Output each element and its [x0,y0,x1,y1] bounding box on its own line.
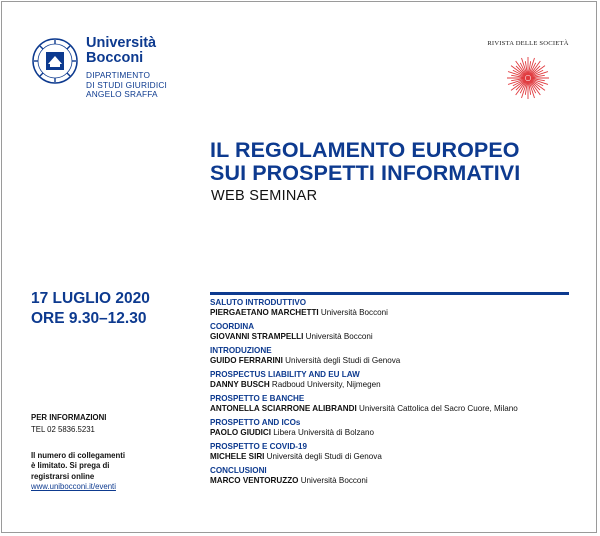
program-heading: PROSPETTO E BANCHE [210,394,305,403]
speaker-name: GIOVANNI STRAMPELLI [210,332,304,341]
registration-note-line: Il numero di collegamenti [31,451,126,460]
registration-note-line: registrarsi online [31,471,95,481]
program-speaker-line [210,404,580,415]
program-heading: PROSPECTUS LIABILITY AND EU LAW [210,370,360,379]
program-heading: INTRODUZIONE [210,346,272,355]
university-name [86,36,156,66]
department-name [86,71,167,100]
event-date-time [31,289,150,329]
program-heading: PROSPETTO AND ICOs [210,418,301,427]
department-line: DI STUDI GIURIDICI [86,79,168,90]
program-item [210,322,580,343]
program-item [210,442,580,463]
speaker-name: PAOLO GIUDICI [210,428,272,437]
program-heading: PROSPETTO E COVID-19 [210,442,307,451]
section-divider [210,292,569,295]
program-heading: COORDINA [210,322,255,331]
registration-note-line: è limitato. Si prega di [31,461,110,471]
event-subtitle: WEB SEMINAR [211,188,318,204]
university-name-line2: Bocconi [86,50,144,66]
event-title-line2: SUI PROSPETTI INFORMATIVI [210,161,521,185]
sunburst-logo-icon [506,56,550,100]
speaker-affiliation: Università Bocconi [300,476,368,485]
speaker-name: MARCO VENTORUZZO [210,476,299,485]
events-link[interactable]: www.unibocconi.it/eventi [31,482,116,491]
speaker-name: PIERGAETANO MARCHETTI [210,308,319,317]
event-date: 17 LUGLIO 2020 [31,290,150,307]
program-speaker-line [210,308,580,319]
event-time: ORE 9.30–12.30 [31,310,147,327]
registration-note [31,451,125,482]
speaker-affiliation: Università Bocconi [320,308,388,317]
department-line: DIPARTIMENTO [86,70,151,80]
university-name-line1: Università [86,35,157,51]
speaker-name: DANNY BUSCH [210,380,270,389]
speaker-affiliation: Università degli Studi di Genova [285,356,401,365]
speaker-name: GUIDO FERRARINI [210,356,283,365]
program-item [210,298,580,319]
speaker-affiliation: Università Bocconi [305,332,373,341]
speaker-name: MICHELE SIRI [210,452,265,461]
department-line: ANGELO SRAFFA [86,89,158,100]
program-item [210,418,580,439]
event-title-line1: IL REGOLAMENTO EUROPEO [210,138,520,162]
program-list [210,298,580,490]
bocconi-seal-icon [32,38,78,84]
speaker-affiliation: Università Cattolica del Sacro Cuore, Milano [358,404,518,413]
speaker-affiliation: Libera Università di Bolzano [273,428,375,437]
program-speaker-line [210,452,580,463]
journal-label: RIVISTA DELLE SOCIETÀ [487,40,569,47]
program-speaker-line [210,332,580,343]
event-title [210,139,520,185]
program-item [210,394,580,415]
program-heading: CONCLUSIONI [210,466,267,475]
program-speaker-line [210,428,580,439]
program-item [210,370,580,391]
speaker-affiliation: Radboud University, Nijmegen [271,380,381,389]
speaker-name: ANTONELLA SCIARRONE ALIBRANDI [210,404,357,413]
program-speaker-line [210,356,580,367]
program-item [210,466,580,487]
program-item [210,346,580,367]
info-phone: TEL 02 5836.5231 [31,425,95,434]
info-title: PER INFORMAZIONI [31,413,107,422]
program-speaker-line [210,476,580,487]
program-heading: SALUTO INTRODUTTIVO [210,298,307,307]
speaker-affiliation: Università degli Studi di Genova [266,452,382,461]
program-speaker-line [210,380,580,391]
